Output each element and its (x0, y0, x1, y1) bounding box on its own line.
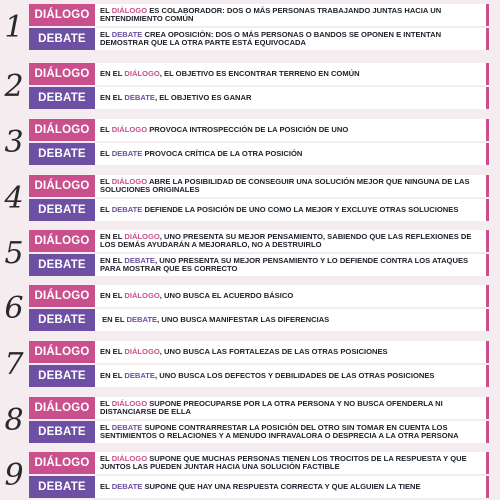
debate-tag: DEBATE (29, 143, 95, 165)
statement-keyword: DIÁLOGO (111, 398, 148, 408)
debate-statement-text (100, 316, 329, 324)
statement-prefix: EN EL (100, 92, 125, 102)
debate-row (29, 365, 489, 387)
item-number: 2 (4, 69, 24, 104)
statement-keyword: DEBATE (111, 481, 143, 491)
dialogo-row (29, 230, 489, 252)
dialogo-statement-text (100, 400, 482, 417)
debate-row (29, 254, 489, 276)
statement-body: PROVOCA CRÍTICA DE LA OTRA POSICIÓN (142, 148, 303, 158)
dialogo-statement (100, 230, 482, 252)
dialogo-statement (100, 119, 482, 141)
statement-body: ABRE LA POSIBILIDAD DE CONSEGUIR UNA SOLUCIÓN MEJOR QUE NINGUNA DE LAS SOLUCIONES ORIGINALES (100, 176, 470, 194)
statement-body: , UNO BUSCA LAS FORTALEZAS DE LAS OTRAS POSICIONES (159, 346, 388, 356)
statement-prefix: EL (100, 481, 112, 491)
debate-tag: DEBATE (29, 365, 95, 387)
statement-keyword: DEBATE (124, 255, 156, 265)
statement-prefix: EL (100, 176, 112, 186)
statement-body: , EL OBJETIVO ES GANAR (155, 92, 252, 102)
statement-keyword: DEBATE (111, 148, 143, 158)
dialogo-row (29, 285, 489, 307)
comparison-item (0, 285, 500, 331)
debate-tag: DEBATE (29, 28, 95, 50)
dialogo-statement-text (100, 455, 482, 472)
comparison-item (0, 175, 500, 221)
statement-body: CREA OPOSICIÓN: DOS O MÁS PERSONAS O BANDOS SE OPONEN E INTENTAN DEMOSTRAR QUE LA OTRA PARTE ESTÁ EQUIVOCADA (100, 29, 442, 47)
statement-prefix: EL (100, 204, 112, 214)
dialogo-statement (100, 452, 482, 474)
statement-keyword: DIÁLOGO (124, 231, 160, 241)
comparison-item (0, 452, 500, 498)
dialogo-row (29, 341, 489, 363)
dialogo-statement-text (100, 233, 482, 250)
dialogo-row (29, 452, 489, 474)
item-number: 6 (4, 291, 24, 326)
debate-tag: DEBATE (29, 476, 95, 498)
statement-body: , UNO BUSCA LOS DEFECTOS Y DEBILIDADES DE LAS OTRAS POSICIONES (155, 370, 435, 380)
statement-prefix: EL (100, 148, 112, 158)
statement-keyword: DEBATE (124, 92, 156, 102)
statement-prefix: EL (100, 453, 112, 463)
item-number: 4 (4, 181, 24, 216)
statement-prefix: EL (100, 124, 112, 134)
item-number: 9 (4, 458, 24, 493)
debate-statement (100, 28, 482, 50)
item-number: 7 (4, 347, 24, 382)
statement-body: , UNO PRESENTA SU MEJOR PENSAMIENTO, SABIENDO QUE LAS REFLEXIONES DE LOS DEMÁS AYUDARÁN A MEJORARLO, NO A DESTRUIRLO (100, 231, 472, 249)
dialogo-statement (100, 63, 482, 85)
statement-prefix: EN EL (100, 290, 125, 300)
statement-body: ES COLABORADOR: DOS O MÁS PERSONAS TRABAJANDO JUNTAS HACIA UN ENTENDIMIENTO COMÚN (100, 5, 442, 23)
comparison-item (0, 397, 500, 443)
debate-statement (100, 254, 482, 276)
statement-prefix: EN EL (100, 370, 125, 380)
dialogo-tag: DIÁLOGO (29, 397, 95, 419)
debate-row (29, 28, 489, 50)
statement-prefix: EN EL (100, 68, 125, 78)
dialogo-statement-text (100, 7, 482, 24)
item-number: 3 (4, 125, 24, 160)
debate-statement (100, 309, 482, 331)
debate-statement-text (100, 372, 434, 380)
statement-prefix: EN EL (100, 255, 125, 265)
debate-row (29, 476, 489, 498)
comparison-item (0, 63, 500, 109)
statement-prefix: EN EL (100, 231, 125, 241)
statement-body: , EL OBJETIVO ES ENCONTRAR TERRENO EN COMÚN (159, 68, 360, 78)
dialogo-statement-text (100, 70, 360, 78)
debate-statement-text (100, 257, 482, 274)
statement-keyword: DIÁLOGO (124, 290, 160, 300)
debate-row (29, 143, 489, 165)
statement-prefix: EN EL (100, 314, 127, 324)
debate-statement (100, 199, 482, 221)
dialogo-statement (100, 4, 482, 26)
debate-tag: DEBATE (29, 199, 95, 221)
statement-body: SUPONE QUE MUCHAS PERSONAS TIENEN LOS TROCITOS DE LA RESPUESTA Y QUE JUNTOS LAS PUEDEN JUNTAR HACIA UNA SOLUCIÓN FACTIBLE (100, 453, 467, 471)
debate-tag: DEBATE (29, 421, 95, 443)
statement-keyword: DEBATE (111, 204, 143, 214)
statement-body: SUPONE CONTRARRESTAR LA POSICIÓN DEL OTRO SIN TOMAR EN CUENTA LOS SENTIMIENTOS O RELACIONES Y A MENUDO INFRAVALORA O DESPRECIA A LA OTRA PERSONA (100, 422, 459, 440)
debate-row (29, 309, 489, 331)
dialogo-tag: DIÁLOGO (29, 230, 95, 252)
item-number: 5 (4, 236, 24, 271)
statement-keyword: DIÁLOGO (111, 176, 148, 186)
statement-body: SUPONE QUE HAY UNA RESPUESTA CORRECTA Y QUE ALGUIEN LA TIENE (142, 481, 421, 491)
dialogo-row (29, 397, 489, 419)
item-number: 1 (4, 10, 24, 45)
dialogo-tag: DIÁLOGO (29, 341, 95, 363)
dialogo-tag: DIÁLOGO (29, 285, 95, 307)
statement-keyword: DEBATE (111, 29, 143, 39)
debate-tag: DEBATE (29, 309, 95, 331)
dialogo-statement-text (100, 178, 482, 195)
statement-prefix: EL (100, 398, 112, 408)
comparison-item (0, 4, 500, 50)
statement-body: PROVOCA INTROSPECCIÓN DE LA POSICIÓN DE UNO (147, 124, 349, 134)
debate-tag: DEBATE (29, 254, 95, 276)
dialogo-statement (100, 341, 482, 363)
dialogo-statement-text (100, 348, 388, 356)
statement-body: SUPONE PREOCUPARSE POR LA OTRA PERSONA Y NO BUSCA OFENDERLA NI DISTANCIARSE DE ELLA (100, 398, 443, 416)
debate-statement (100, 365, 482, 387)
dialogo-statement (100, 397, 482, 419)
debate-statement-text (100, 31, 482, 48)
debate-tag: DEBATE (29, 87, 95, 109)
debate-statement (100, 143, 482, 165)
statement-keyword: DIÁLOGO (124, 346, 160, 356)
dialogo-row (29, 4, 489, 26)
item-number: 8 (4, 403, 24, 438)
debate-statement-text (100, 150, 302, 158)
comparison-item (0, 230, 500, 276)
statement-body: DEFIENDE LA POSICIÓN DE UNO COMO LA MEJOR Y EXCLUYE OTRAS SOLUCIONES (142, 204, 459, 214)
statement-prefix: EL (100, 5, 112, 15)
comparison-item (0, 341, 500, 387)
statement-prefix: EL (100, 29, 112, 39)
dialogo-row (29, 119, 489, 141)
dialogo-tag: DIÁLOGO (29, 63, 95, 85)
debate-statement-text (100, 206, 458, 214)
statement-keyword: DIÁLOGO (124, 68, 160, 78)
debate-row (29, 87, 489, 109)
debate-statement-text (100, 424, 482, 441)
debate-statement-text (100, 483, 421, 491)
statement-body: , UNO PRESENTA SU MEJOR PENSAMIENTO Y LO DEFIENDE CONTRA LOS ATAQUES PARA MOSTRAR QUE ES CORRECTO (100, 255, 469, 273)
dialogo-row (29, 175, 489, 197)
dialogo-statement (100, 285, 482, 307)
debate-row (29, 421, 489, 443)
statement-keyword: DEBATE (124, 370, 156, 380)
debate-statement-text (100, 94, 252, 102)
statement-keyword: DEBATE (111, 422, 143, 432)
statement-body: , UNO BUSCA MANIFESTAR LAS DIFERENCIAS (157, 314, 330, 324)
dialogo-tag: DIÁLOGO (29, 452, 95, 474)
debate-statement (100, 421, 482, 443)
statement-keyword: DEBATE (126, 314, 158, 324)
dialogo-tag: DIÁLOGO (29, 4, 95, 26)
debate-row (29, 199, 489, 221)
statement-keyword: DIÁLOGO (111, 124, 148, 134)
dialogo-statement (100, 175, 482, 197)
statement-keyword: DIÁLOGO (111, 453, 148, 463)
dialogo-tag: DIÁLOGO (29, 175, 95, 197)
statement-body: , UNO BUSCA EL ACUERDO BÁSICO (159, 290, 294, 300)
debate-statement (100, 476, 482, 498)
dialogo-row (29, 63, 489, 85)
dialogo-statement-text (100, 126, 348, 134)
dialogo-statement-text (100, 292, 293, 300)
statement-prefix: EL (100, 422, 112, 432)
statement-prefix: EN EL (100, 346, 125, 356)
debate-statement (100, 87, 482, 109)
comparison-item (0, 119, 500, 165)
dialogo-tag: DIÁLOGO (29, 119, 95, 141)
statement-keyword: DIÁLOGO (111, 5, 148, 15)
